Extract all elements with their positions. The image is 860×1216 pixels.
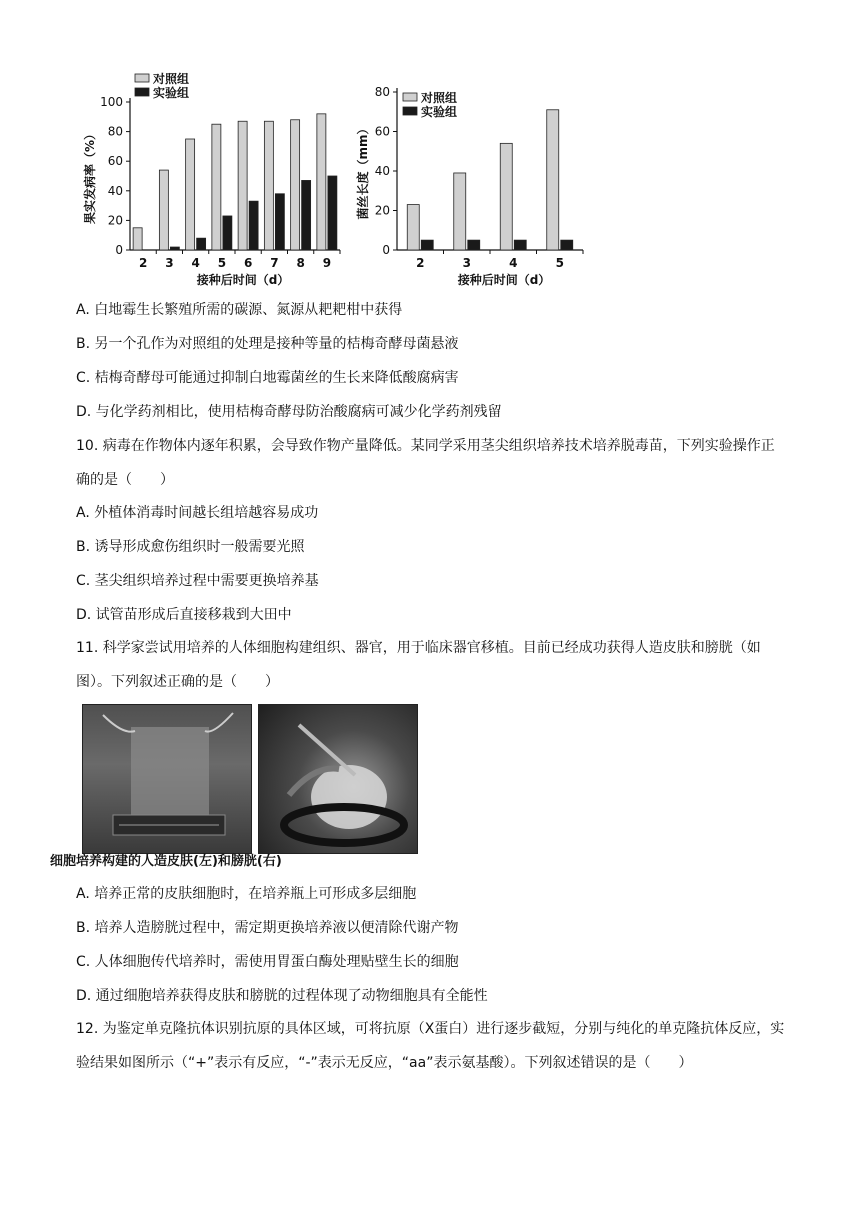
chart2-experiment-bar [561, 240, 573, 250]
chart2-y-tick-label: 0 [382, 243, 390, 257]
chart2-legend-label: 实验组 [421, 105, 458, 119]
chart1-control-bar [186, 139, 195, 250]
chart1-legend-label: 对照组 [153, 72, 190, 86]
chart1-experiment-bar [197, 238, 206, 250]
q11-figure-caption: 细胞培养构建的人造皮肤(左)和膀胱(右) [50, 854, 282, 869]
chart1-x-tick-label: 3 [165, 256, 174, 270]
q9-option-d: D. 与化学药剂相比，使用桔梅奇酵母防治酸腐病可减少化学药剂残留 [76, 404, 502, 420]
chart1-x-tick-label: 8 [296, 256, 305, 270]
chart2-legend-swatch [403, 107, 417, 115]
chart1-control-bar [317, 114, 326, 250]
q9-option-b: B. 另一个孔作为对照组的处理是接种等量的桔梅奇酵母菌悬液 [76, 336, 459, 352]
chart1-x-tick-label: 7 [270, 256, 279, 270]
q10-option-a: A. 外植体消毒时间越长组培越容易成功 [76, 505, 319, 521]
chart2-control-bar [407, 205, 419, 250]
chart2-y-tick-label: 60 [374, 124, 390, 139]
q10-stem: 10. 病毒在作物体内逐年积累，会导致作物产量降低。某同学采用茎尖组织培养技术培养脱毒苗，下列实验操作正确的是（ ） [76, 438, 775, 488]
chart2-x-tick-label: 5 [555, 256, 564, 270]
q9-option-c: C. 桔梅奇酵母可能通过抑制白地霉菌丝的生长来降低酸腐病害 [76, 370, 459, 386]
chart1-experiment-bar [328, 176, 337, 250]
chart1-x-tick-label: 9 [322, 256, 332, 270]
chart1-control-bar [212, 124, 221, 250]
fruit-disease-rate-chart [82, 64, 352, 288]
chart2-experiment-bar [468, 240, 480, 250]
q11-option-c: C. 人体细胞传代培养时，需使用胃蛋白酶处理贴壁生长的细胞 [76, 954, 459, 970]
chart1-x-tick-label: 2 [138, 256, 148, 270]
chart2-legend-label: 对照组 [421, 91, 458, 105]
q12-stem: 12. 为鉴定单克隆抗体识别抗原的具体区域，可将抗原（X蛋白）进行逐步截短，分别与纯化的单克隆抗体反应，实验结果如图所示（“+”表示有反应，“-”表示无反应，“aa”表示氨基酸）。下列叙述错误的是（ ） [76, 1021, 785, 1071]
chart2-y-tick-label: 20 [374, 203, 390, 218]
chart1-experiment-bar [302, 180, 311, 250]
chart1-y-tick-label: 100 [100, 95, 123, 109]
chart1-y-tick-label: 60 [107, 154, 123, 169]
chart1-control-bar [238, 121, 247, 250]
chart1-y-tick-label: 0 [115, 243, 123, 257]
q11-option-a: A. 培养正常的皮肤细胞时，在培养瓶上可形成多层细胞 [76, 886, 417, 902]
q11-figure [82, 704, 418, 854]
chart1-control-bar [159, 170, 168, 250]
chart2-control-bar [547, 110, 559, 250]
chart2-x-tick-label: 2 [416, 256, 425, 270]
chart2-x-axis-label: 接种后时间（d） [457, 273, 551, 287]
chart1-y-axis-label: 果实发病率（%） [83, 127, 97, 225]
chart1-experiment-bar [275, 194, 284, 250]
chart1-control-bar [291, 120, 300, 250]
chart2-y-tick-label: 80 [374, 85, 390, 99]
chart2-legend-swatch [403, 93, 417, 101]
chart2-y-axis-label: 菌丝长度（mm） [356, 122, 370, 220]
chart1-y-tick-label: 80 [107, 124, 123, 139]
chart1-x-tick-label: 4 [191, 256, 200, 270]
chart1-experiment-bar [223, 216, 232, 250]
chart1-x-tick-label: 6 [243, 256, 253, 270]
chart2-control-bar [500, 143, 512, 250]
q11-option-d: D. 通过细胞培养获得皮肤和膀胱的过程体现了动物细胞具有全能性 [76, 988, 488, 1004]
chart2-y-tick-label: 40 [374, 164, 390, 178]
chart2-experiment-bar [421, 240, 433, 250]
chart1-x-axis-label: 接种后时间（d） [196, 273, 290, 287]
hyphae-length-chart [355, 80, 610, 288]
chart1-legend-swatch [135, 88, 149, 96]
chart2-x-tick-label: 4 [509, 256, 518, 270]
chart1-experiment-bar [170, 247, 179, 250]
artificial-bladder-photo [258, 704, 418, 854]
chart1-y-tick-label: 40 [107, 183, 123, 198]
chart1-legend-swatch [135, 74, 149, 82]
q11-stem: 11. 科学家尝试用培养的人体细胞构建组织、器官，用于临床器官移植。目前已经成功获得人造皮肤和膀胱（如图）。下列叙述正确的是（ ） [76, 640, 761, 690]
chart1-control-bar [133, 228, 142, 250]
q10-option-b: B. 诱导形成愈伤组织时一般需要光照 [76, 539, 305, 555]
q9-option-a: A. 白地霉生长繁殖所需的碳源、氮源从耙耙柑中获得 [76, 302, 403, 318]
artificial-skin-photo [82, 704, 252, 854]
chart1-experiment-bar [249, 201, 258, 250]
q10-option-c: C. 茎尖组织培养过程中需要更换培养基 [76, 573, 319, 589]
chart2-control-bar [454, 173, 466, 250]
chart1-control-bar [264, 121, 273, 250]
chart1-legend-label: 实验组 [153, 86, 190, 100]
chart2-x-tick-label: 3 [462, 256, 471, 270]
chart1-x-tick-label: 5 [217, 256, 227, 270]
chart2-experiment-bar [514, 240, 526, 250]
q11-option-b: B. 培养人造膀胱过程中，需定期更换培养液以便清除代谢产物 [76, 920, 459, 936]
q10-option-d: D. 试管苗形成后直接移栽到大田中 [76, 607, 292, 623]
chart1-y-tick-label: 20 [107, 213, 123, 228]
